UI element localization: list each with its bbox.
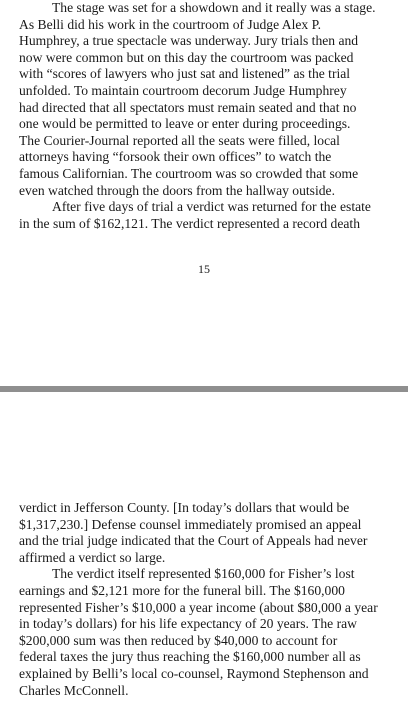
paragraph-line: verdict in Jefferson County. [In today’s dollars that would be <box>19 500 350 515</box>
paragraph-line: had directed that all spectators must remain seated and that no <box>19 99 357 115</box>
paragraph-line: even watched through the doors from the hallway outside. <box>19 182 335 198</box>
paragraph-line: attorneys having “forsook their own offices” to watch the <box>19 149 332 165</box>
paragraph-line: federal taxes the jury thus reaching the $160,000 number all as <box>19 649 361 665</box>
paragraph-line: The Courier-Journal reported all the seats were filled, local <box>19 132 340 148</box>
paragraph-line: unfolded. To maintain courtroom decorum Judge Humphrey <box>19 82 347 98</box>
paragraph-line: Charles McConnell. <box>19 682 129 698</box>
paragraph-line: $200,000 sum was then reduced by $40,000 to account for <box>19 632 338 648</box>
paragraph-line: earnings and $2,121 more for the funeral bill. The $160,000 <box>19 582 345 598</box>
paragraph-line: $1,317,230.] Defense counsel immediately promised an appeal <box>19 516 362 532</box>
paragraph-line: and the trial judge indicated that the Court of Appeals had never <box>19 533 368 549</box>
paragraph-line: Humphrey, a true spectacle was underway. Jury trials then and <box>19 33 359 49</box>
paragraph-line: The stage was set for a showdown and it really was a stage. <box>52 0 376 15</box>
paragraph-line: now were common but on this day the courtroom was packed <box>19 49 354 65</box>
paragraph-line: one would be permitted to leave or enter during proceedings. <box>19 116 351 132</box>
paragraph-line: affirmed a verdict so large. <box>19 549 166 565</box>
upper-page-text <box>19 0 393 232</box>
page-number: 15 <box>198 262 210 276</box>
paragraph-line: in the sum of $162,121. The verdict represented a record death <box>19 215 360 231</box>
paragraph-line: represented Fisher’s $10,000 a year income (about $80,000 a year <box>19 599 378 615</box>
paragraph-line: As Belli did his work in the courtroom of Judge Alex P. <box>19 16 322 32</box>
paragraph-line: After five days of trial a verdict was returned for the estate <box>52 199 371 215</box>
paragraph-line: famous Californian. The courtroom was so crowded that some <box>19 165 359 181</box>
paragraph-line: in today’s dollars) for his life expectancy of 20 years. The raw <box>19 616 357 632</box>
paragraph-line: explained by Belli’s local co-counsel, Raymond Stephenson and <box>19 665 369 681</box>
lower-page-text <box>19 500 393 699</box>
paragraph-line: with “scores of lawyers who just sat and listened” as the trial <box>19 66 351 82</box>
paragraph-line: The verdict itself represented $160,000 for Fisher’s lost <box>52 566 355 582</box>
